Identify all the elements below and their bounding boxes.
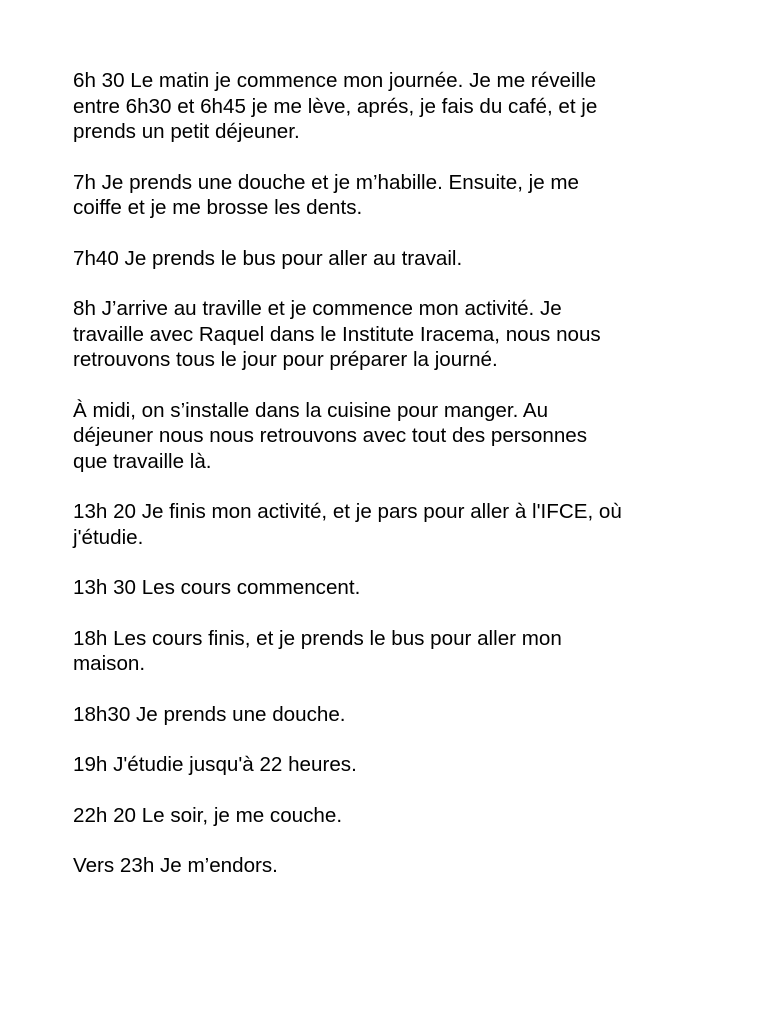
text-line: Vers 23h Je m’endors. <box>73 854 278 877</box>
text-line: entre 6h30 et 6h45 je me lève, aprés, je fais du café, et je <box>73 94 598 118</box>
text-line: 8h J’arrive au traville et je commence mon activité. Je <box>73 297 562 320</box>
text-line: j'étudie. <box>73 525 144 549</box>
text-line: À midi, on s’installe dans la cuisine pour manger. Au <box>73 398 549 422</box>
paragraph-13h30 <box>73 575 703 601</box>
text-line: que travaille là. <box>73 449 212 473</box>
paragraph-18h30 <box>73 702 703 728</box>
paragraph-18h <box>73 626 703 677</box>
paragraph-13h20 <box>73 499 703 550</box>
text-line: 22h 20 Le soir, je me couche. <box>73 803 343 827</box>
text-line: 18h Les cours finis, et je prends le bus pour aller mon <box>73 626 562 650</box>
text-line: retrouvons tous le jour pour préparer la journé. <box>73 348 498 371</box>
paragraph-8h <box>73 296 703 373</box>
paragraph-6h30 <box>73 68 703 145</box>
paragraph-7h40 <box>73 246 703 272</box>
text-line: 19h J'étudie jusqu'à 22 heures. <box>73 753 357 776</box>
text-line: prends un petit déjeuner. <box>73 120 300 143</box>
document-body <box>73 68 703 904</box>
text-line: 13h 30 Les cours commencent. <box>73 576 361 599</box>
paragraph-22h20 <box>73 803 703 829</box>
text-line: travaille avec Raquel dans le Institute Iracema, nous nous <box>73 322 601 346</box>
text-line: maison. <box>73 652 146 675</box>
paragraph-23h <box>73 853 703 879</box>
text-line: 6h 30 Le matin je commence mon journée. Je me réveille <box>73 69 597 92</box>
text-line: 7h40 Je prends le bus pour aller au travail. <box>73 246 463 270</box>
text-line: 7h Je prends une douche et je m’habille. Ensuite, je me <box>73 170 580 194</box>
text-line: déjeuner nous nous retrouvons avec tout des personnes <box>73 424 588 447</box>
paragraph-7h <box>73 170 703 221</box>
text-line: coiffe et je me brosse les dents. <box>73 196 363 219</box>
paragraph-midi <box>73 398 703 475</box>
text-line: 13h 20 Je finis mon activité, et je pars pour aller à l'IFCE, où <box>73 500 622 523</box>
paragraph-19h <box>73 752 703 778</box>
text-line: 18h30 Je prends une douche. <box>73 702 346 726</box>
